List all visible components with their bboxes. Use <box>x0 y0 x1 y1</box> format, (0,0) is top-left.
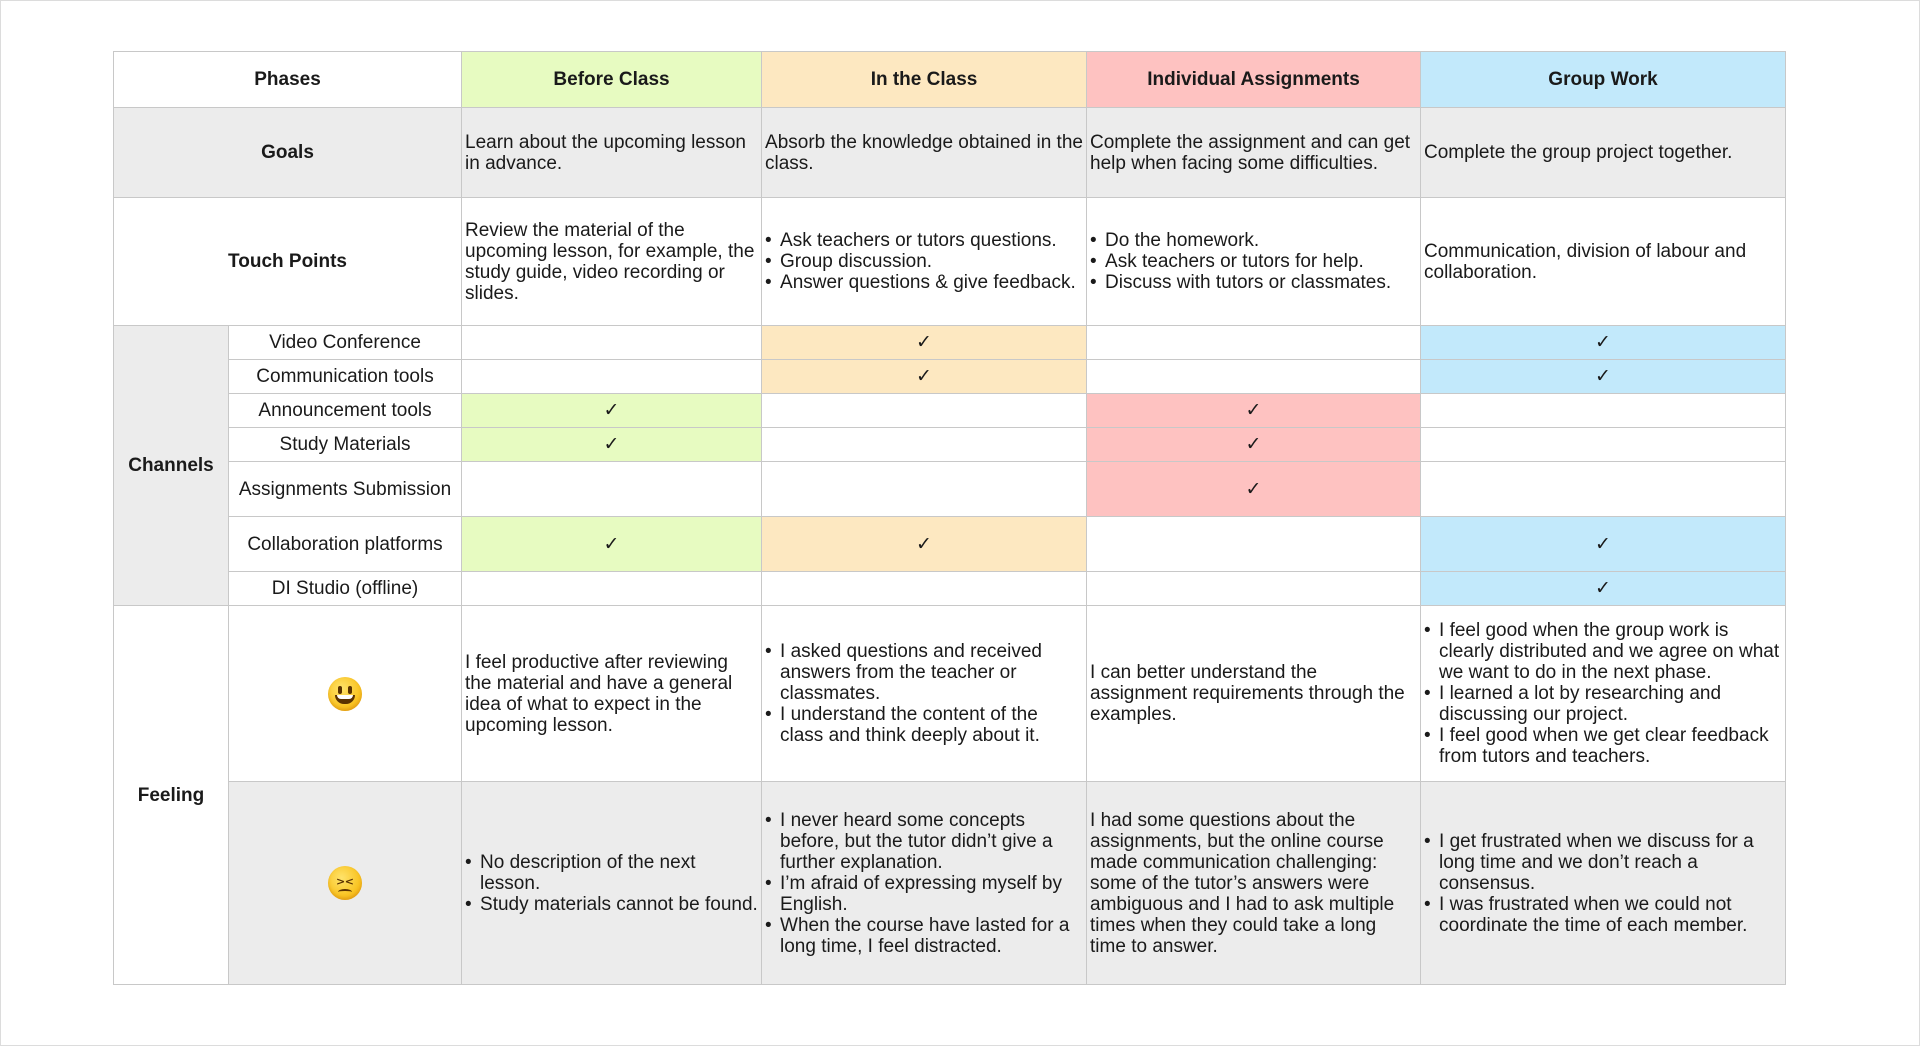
phase-before-class: Before Class <box>462 52 762 108</box>
list-item: • I understand the content of the class and think deeply about it. <box>765 704 1083 746</box>
channel-check-cell: ✓ <box>762 326 1087 360</box>
channel-name: Assignments Submission <box>229 462 462 517</box>
touch-point-in-the-class <box>762 198 1087 326</box>
channel-row <box>114 462 1786 517</box>
channel-row <box>114 428 1786 462</box>
positive-before-class: I feel productive after reviewing the material and have a general idea of what to expect in the upcoming lesson. <box>462 606 762 782</box>
goals-label: Goals <box>114 108 462 198</box>
channel-check-cell: ✓ <box>1421 517 1786 572</box>
channel-check-cell: ✓ <box>1087 428 1421 462</box>
channel-check-cell <box>462 462 762 517</box>
goals-row <box>114 108 1786 198</box>
positive-group-work <box>1421 606 1786 782</box>
phases-label: Phases <box>114 52 462 108</box>
channel-name: Communication tools <box>229 360 462 394</box>
channel-check-cell <box>1421 462 1786 517</box>
goal-in-the-class: Absorb the knowledge obtained in the class. <box>762 108 1087 198</box>
channel-check-cell: ✓ <box>1421 360 1786 394</box>
positive-individual-assignments: I can better understand the assignment requirements through the examples. <box>1087 606 1421 782</box>
channel-name: DI Studio (offline) <box>229 572 462 606</box>
channel-check-cell <box>462 326 762 360</box>
channel-check-cell: ✓ <box>1087 462 1421 517</box>
confounded-face-icon: > < <box>328 866 362 900</box>
channel-check-cell: ✓ <box>462 517 762 572</box>
channel-name: Video Conference <box>229 326 462 360</box>
list-item: • No description of the next lesson. <box>465 852 758 894</box>
goal-group-work: Complete the group project together. <box>1421 108 1786 198</box>
channel-name: Announcement tools <box>229 394 462 428</box>
list-item: • Answer questions & give feedback. <box>765 272 1083 293</box>
positive-feeling-cell <box>229 606 462 782</box>
channel-row <box>114 517 1786 572</box>
channel-check-cell: ✓ <box>1421 326 1786 360</box>
positive-in-the-class <box>762 606 1087 782</box>
channel-check-cell <box>1087 326 1421 360</box>
channel-check-cell: ✓ <box>1087 394 1421 428</box>
list-item: • I never heard some concepts before, but the tutor didn’t give a further explanation. <box>765 810 1083 873</box>
channel-name: Study Materials <box>229 428 462 462</box>
phase-in-the-class: In the Class <box>762 52 1087 108</box>
list-item: • Do the homework. <box>1090 230 1417 251</box>
list-item: • I’m afraid of expressing myself by English. <box>765 873 1083 915</box>
channel-row <box>114 326 1786 360</box>
channel-row <box>114 572 1786 606</box>
positive-group-work-list <box>1424 620 1782 767</box>
channel-check-cell: ✓ <box>462 428 762 462</box>
goal-individual-assignments: Complete the assignment and can get help when facing some difficulties. <box>1087 108 1421 198</box>
channel-check-cell <box>462 360 762 394</box>
channel-check-cell <box>762 572 1087 606</box>
goal-before-class: Learn about the upcoming lesson in advance. <box>462 108 762 198</box>
phases-row <box>114 52 1786 108</box>
touch-point-individual-assignments <box>1087 198 1421 326</box>
list-item: • Ask teachers or tutors questions. <box>765 230 1083 251</box>
list-item: • I was frustrated when we could not coordinate the time of each member. <box>1424 894 1782 936</box>
touch-points-label: Touch Points <box>114 198 462 326</box>
channel-row <box>114 360 1786 394</box>
phase-group-work: Group Work <box>1421 52 1786 108</box>
channel-check-cell: ✓ <box>1421 572 1786 606</box>
channel-check-cell: ✓ <box>762 517 1087 572</box>
channel-check-cell: ✓ <box>762 360 1087 394</box>
channel-check-cell <box>1087 572 1421 606</box>
list-item: • I get frustrated when we discuss for a long time and we don’t reach a consensus. <box>1424 831 1782 894</box>
positive-in-class-list <box>765 641 1083 746</box>
feeling-positive-row <box>114 606 1786 782</box>
touch-point-before-class: Review the material of the upcoming lesson, for example, the study guide, video recording or slides. <box>462 198 762 326</box>
negative-before-class <box>462 782 762 985</box>
list-item: • Study materials cannot be found. <box>465 894 758 915</box>
journey-map-table <box>113 51 1786 985</box>
list-item: • Ask teachers or tutors for help. <box>1090 251 1417 272</box>
touch-point-in-class-list <box>765 230 1083 293</box>
grinning-face-icon <box>328 677 362 711</box>
channel-row <box>114 394 1786 428</box>
list-item: • Group discussion. <box>765 251 1083 272</box>
touch-point-individual-list <box>1090 230 1417 293</box>
touch-point-group-work: Communication, division of labour and collaboration. <box>1421 198 1786 326</box>
channel-check-cell <box>462 572 762 606</box>
list-item: • I feel good when the group work is clearly distributed and we agree on what we want to do in the next phase. <box>1424 620 1782 683</box>
negative-individual-assignments: I had some questions about the assignments, but the online course made communication challenging: some of the tutor’s answers were ambiguous and I had to ask multiple times when they could take a long time to answer. <box>1087 782 1421 985</box>
list-item: • When the course have lasted for a long time, I feel distracted. <box>765 915 1083 957</box>
channels-label: Channels <box>114 326 229 606</box>
list-item: • I feel good when we get clear feedback from tutors and teachers. <box>1424 725 1782 767</box>
feeling-negative-row <box>114 782 1786 985</box>
negative-in-class-list <box>765 810 1083 957</box>
list-item: • I asked questions and received answers from the teacher or classmates. <box>765 641 1083 704</box>
channel-check-cell <box>762 428 1087 462</box>
negative-feeling-cell <box>229 782 462 985</box>
channel-check-cell <box>1421 428 1786 462</box>
phase-individual-assignments: Individual Assignments <box>1087 52 1421 108</box>
channel-check-cell: ✓ <box>462 394 762 428</box>
channel-check-cell <box>1087 360 1421 394</box>
channel-check-cell <box>762 462 1087 517</box>
negative-in-the-class <box>762 782 1087 985</box>
negative-group-work <box>1421 782 1786 985</box>
negative-before-class-list <box>465 852 758 915</box>
feeling-label: Feeling <box>114 606 229 985</box>
touch-points-row <box>114 198 1786 326</box>
negative-group-work-list <box>1424 831 1782 936</box>
channel-check-cell <box>1087 517 1421 572</box>
list-item: • I learned a lot by researching and discussing our project. <box>1424 683 1782 725</box>
list-item: • Discuss with tutors or classmates. <box>1090 272 1417 293</box>
channel-check-cell <box>762 394 1087 428</box>
channel-name: Collaboration platforms <box>229 517 462 572</box>
channel-check-cell <box>1421 394 1786 428</box>
